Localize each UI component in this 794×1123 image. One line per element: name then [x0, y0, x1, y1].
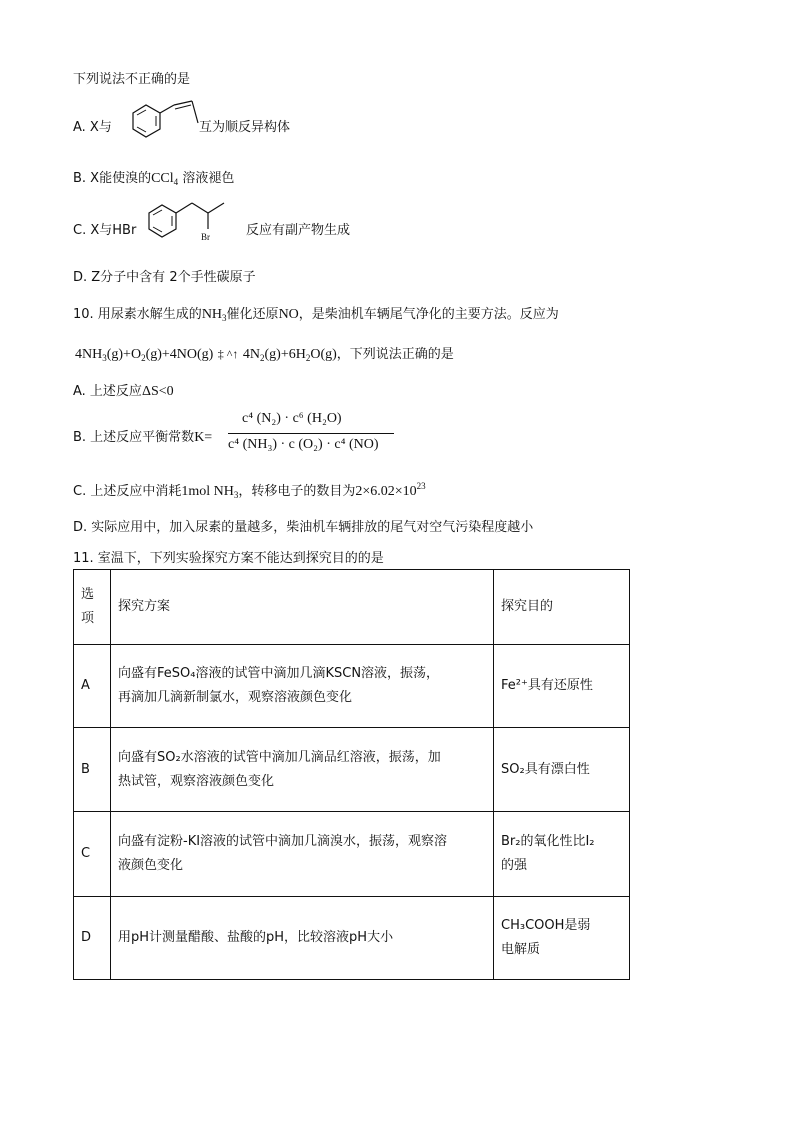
br-label: Br	[201, 232, 210, 242]
header-option: 选项	[74, 570, 111, 645]
no-formula: NO	[278, 307, 299, 322]
row-goal	[494, 812, 630, 897]
entropy-condition: ΔS<0	[141, 384, 174, 399]
eq-right3: O(g)	[310, 347, 337, 362]
q9-stem: 下列说法不正确的是	[73, 72, 191, 87]
electron-count-exp: 23	[416, 481, 426, 491]
row-goal-line2: 的强	[501, 858, 528, 873]
equation-tail: ，下列说法正确的是	[336, 347, 454, 362]
q9-option-b-prefix: B. X能使溴的	[73, 171, 152, 186]
row-plan-line1: 向盛有SO₂水溶液的试管中滴加几滴品红溶液，振荡，加	[118, 749, 441, 765]
row-plan-line2: 再滴加几滴新制氯水，观察溶液颜色变化	[118, 690, 353, 705]
q10-stem	[73, 303, 559, 323]
q10-stem-part3: ，是柴油机车辆尾气净化的主要方法。反应为	[298, 307, 559, 322]
q10-equation	[75, 343, 454, 363]
q9-option-c-prefix: C. X与HBr	[73, 223, 137, 238]
table-header-row	[74, 570, 630, 645]
row-option: D	[74, 897, 111, 980]
fraction-numerator: c⁴ (N₂) · c⁶ (H₂O)	[242, 411, 342, 426]
q10-option-a	[73, 380, 174, 400]
q9-option-a-suffix: 互为顺反异构体	[199, 120, 291, 135]
row-goal-line2: 电解质	[501, 942, 541, 957]
eq-left2: (g)+O	[106, 347, 142, 362]
q9-option-a-prefix: A. X与	[73, 120, 112, 135]
row-plan-line2: 液颜色变化	[118, 858, 184, 873]
row-goal	[494, 728, 630, 812]
equation-reactants	[75, 347, 213, 362]
row-option: A	[74, 645, 111, 728]
nh3-formula	[202, 307, 227, 322]
ccl4-main: CCl	[151, 171, 174, 186]
ccl4-sub: 4	[173, 177, 179, 187]
row-goal-line1: Br₂的氧化性比I₂	[501, 834, 595, 849]
mol-amount-main: 1mol NH	[181, 484, 234, 499]
row-plan-line2: 热试管，观察溶液颜色变化	[118, 773, 275, 789]
equilibrium-arrow-icon: ‡ ^↑	[217, 347, 239, 361]
row-plan	[111, 812, 494, 897]
q9-option-b-suffix: 溶液褪色	[182, 171, 235, 186]
q10-option-b-prefix: B. 上述反应平衡常数	[73, 430, 195, 445]
k-symbol: K=	[194, 430, 213, 445]
eq-left3: (g)+4NO(g)	[145, 347, 214, 362]
fraction-denominator: c⁴ (NH₃) · c (O₂) · c⁴ (NO)	[228, 437, 379, 452]
header-goal: 探究目的	[494, 570, 630, 645]
mol-amount-sub: 3	[233, 490, 239, 500]
eq-left2-sub: 2	[141, 353, 146, 363]
q11-stem: 11. 室温下，下列实验探究方案不能达到探究目的的是	[73, 551, 384, 566]
ccl4-formula	[151, 171, 178, 186]
q10-option-a-prefix: A. 上述反应	[73, 384, 142, 399]
row-goal-line1: CH₃COOH是弱	[501, 918, 591, 933]
q11-table	[73, 569, 630, 980]
eq-right1-sub: 2	[260, 353, 265, 363]
table-row	[74, 897, 630, 980]
table-row	[74, 728, 630, 812]
q10-option-d: D. 实际应用中，加入尿素的量越多，柴油机车辆排放的尾气对空气污染程度越小	[73, 520, 534, 535]
nh3-sub: 3	[222, 313, 227, 323]
q10-option-c-prefix: C. 上述反应中消耗	[73, 484, 182, 499]
row-option: C	[74, 812, 111, 897]
q10-stem-part2: 催化还原	[226, 307, 279, 322]
table-row	[74, 645, 630, 728]
row-option: B	[74, 728, 111, 812]
cis-styrene-structure-icon	[118, 97, 200, 145]
row-plan-line1: 向盛有淀粉-KI溶液的试管中滴加几滴溴水，振荡，观察溶	[118, 834, 448, 849]
q9-option-c	[73, 219, 136, 238]
q10-option-c-mid: ，转移电子的数目为	[238, 484, 356, 499]
eq-right2: (g)+6H	[264, 347, 306, 362]
eq-left1-sub: 3	[102, 353, 107, 363]
q10-option-c	[73, 480, 426, 500]
q9-option-d: D. Z分子中含有 2个手性碳原子	[73, 270, 256, 285]
row-goal-line1: Fe²⁺具有还原性	[501, 678, 593, 693]
equation-products	[243, 347, 337, 362]
bromopropylbenzene-structure-icon	[144, 199, 244, 247]
q9-option-b	[73, 167, 234, 187]
row-goal	[494, 897, 630, 980]
electron-count-main: 2×6.02×10	[355, 484, 417, 499]
table-row	[74, 812, 630, 897]
q10-stem-part1: 10. 用尿素水解生成的	[73, 307, 202, 322]
electron-count	[355, 481, 426, 499]
mol-amount	[181, 484, 238, 499]
q9-option-c-suffix: 反应有副产物生成	[246, 223, 351, 238]
eq-right1: 4N	[242, 347, 261, 362]
q9-option-a	[73, 116, 112, 135]
row-plan	[111, 897, 494, 980]
row-goal-line1: SO₂具有漂白性	[501, 761, 590, 777]
row-plan-line1: 用pH计测量醋酸、盐酸的pH，比较溶液pH大小	[118, 930, 394, 945]
eq-right2-sub: 2	[305, 353, 311, 363]
row-plan-line1: 向盛有FeSO₄溶液的试管中滴加几滴KSCN溶液，振荡，	[118, 666, 440, 681]
q10-option-b	[73, 426, 212, 446]
row-plan	[111, 728, 494, 812]
row-plan	[111, 645, 494, 728]
fraction-bar	[228, 433, 394, 434]
row-goal	[494, 645, 630, 728]
nh3-main: NH	[201, 307, 223, 322]
header-plan: 探究方案	[111, 570, 494, 645]
eq-left1: 4NH	[75, 347, 103, 362]
